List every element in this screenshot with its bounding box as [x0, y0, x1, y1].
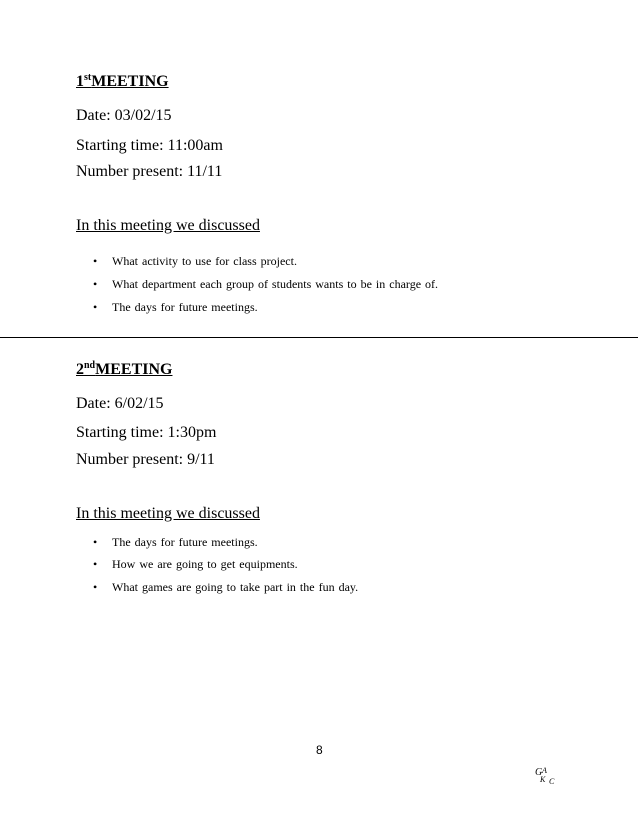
- meeting-1-list-item-text: What activity to use for class project.: [112, 254, 297, 268]
- meeting-2-list-item: [93, 580, 358, 595]
- meeting-1-title: [76, 73, 169, 91]
- meeting-1-list-item: [93, 254, 297, 269]
- meeting-2-title-number: 2: [76, 361, 84, 378]
- meeting-1-list-item: [93, 300, 258, 315]
- bullet-icon: •: [93, 535, 98, 549]
- meeting-1-date: Date: 03/02/15: [76, 107, 172, 124]
- svg-text:A: A: [542, 766, 547, 775]
- meeting-2-list-item-text: How we are going to get equipments.: [112, 557, 298, 571]
- meeting-2-list-item-text: The days for future meetings.: [112, 535, 258, 549]
- meeting-1-list-item: [93, 277, 438, 292]
- svg-text:C: C: [549, 777, 555, 786]
- meeting-2-title-word: MEETING: [95, 361, 173, 378]
- bullet-icon: •: [93, 580, 98, 594]
- section-divider: [0, 337, 638, 338]
- meeting-1-title-ordinal: st: [84, 72, 92, 83]
- meeting-2-starting-time: Starting time: 1:30pm: [76, 424, 217, 441]
- svg-text:K: K: [540, 775, 546, 784]
- meeting-1-list-item-text: The days for future meetings.: [112, 300, 258, 314]
- meeting-2-list-item: [93, 535, 258, 550]
- meeting-1-list-item-text: What department each group of students wants to be in charge of.: [112, 277, 439, 291]
- meeting-2-date: Date: 6/02/15: [76, 395, 164, 412]
- page-number: 8: [316, 743, 323, 757]
- bullet-icon: •: [93, 254, 98, 268]
- meeting-2-title-ordinal: nd: [84, 360, 96, 371]
- meeting-1-discussed-label: In this meeting we discussed: [76, 217, 260, 234]
- meeting-2-discussed-label: In this meeting we discussed: [76, 505, 260, 522]
- meeting-2-list-item: [93, 557, 298, 572]
- bullet-icon: •: [93, 557, 98, 571]
- meeting-2-list-item-text: What games are going to take part in the fun day.: [112, 580, 359, 594]
- meeting-1-title-number: 1: [76, 73, 84, 90]
- svg-text:G: G: [535, 767, 543, 778]
- meeting-1-starting-time: Starting time: 11:00am: [76, 137, 223, 154]
- meeting-2-number-present: Number present: 9/11: [76, 451, 215, 468]
- meeting-1-title-word: MEETING: [91, 73, 169, 90]
- meeting-2-title: [76, 361, 172, 379]
- bullet-icon: •: [93, 300, 98, 314]
- meeting-1-number-present: Number present: 11/11: [76, 163, 223, 180]
- gkac-logo-icon: [534, 764, 558, 786]
- bullet-icon: •: [93, 277, 98, 291]
